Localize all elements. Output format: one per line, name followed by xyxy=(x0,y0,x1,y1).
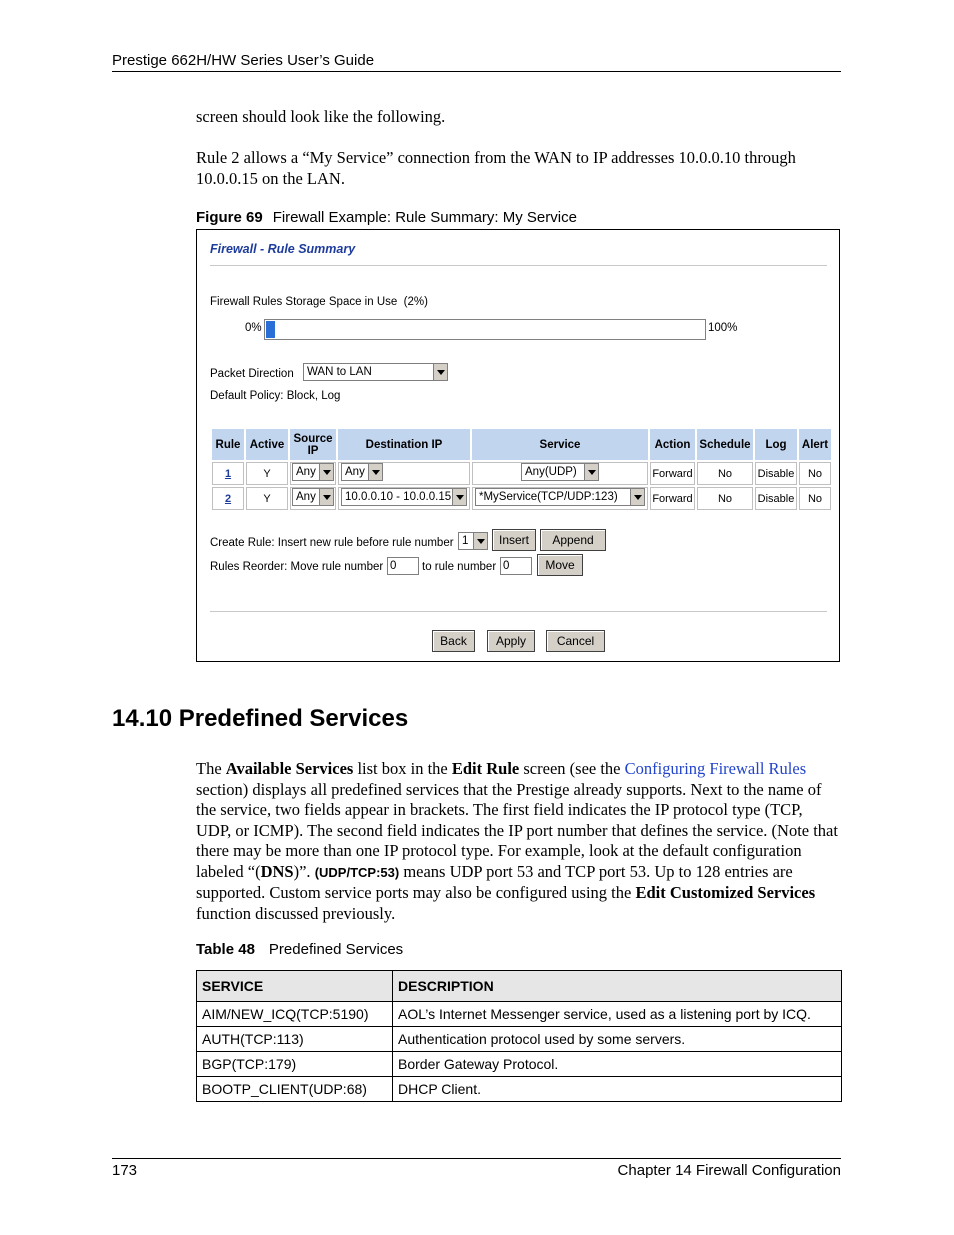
section-heading: 14.10 Predefined Services xyxy=(112,705,409,732)
default-policy: Default Policy: Block, Log xyxy=(210,390,341,402)
action-cell: Forward xyxy=(650,462,695,485)
table-row xyxy=(212,462,831,485)
schedule-cell: No xyxy=(697,487,753,510)
service-description: Authentication protocol used by some servers. xyxy=(393,1027,842,1052)
source-ip-select[interactable] xyxy=(292,463,334,481)
dest-ip-value: 10.0.0.10 - 10.0.0.15 xyxy=(345,491,452,503)
para-text: section) displays all predefined services that the Prestige already supports. Next to the name of the service, two fields appear in brackets. The first field indicates the IP protocol type (TCP, UDP, or ICMP). The second field indicates the IP port number that defines the service. (Note that there may be more than one IP protocol type. For example, look at the default configuration labeled “( xyxy=(196,779,838,881)
para-text: )”. xyxy=(293,861,315,881)
table-row xyxy=(212,487,831,510)
cancel-button[interactable]: Cancel xyxy=(546,630,605,652)
para-bold: Edit Customized Services xyxy=(635,883,816,902)
para-bold: Available Services xyxy=(225,759,354,778)
dest-cell xyxy=(338,462,470,485)
create-rule-label: Create Rule: Insert new rule before rule number xyxy=(210,537,454,549)
page-header: Prestige 662H/HW Series User’s Guide xyxy=(112,52,375,69)
chevron-down-icon[interactable] xyxy=(319,464,333,480)
service-value: Any(UDP) xyxy=(525,466,577,478)
source-cell xyxy=(290,487,336,510)
services-table-header xyxy=(197,971,842,1002)
header-rule xyxy=(112,71,841,72)
service-name: AIM/NEW_ICQ(TCP:5190) xyxy=(197,1002,393,1027)
table-row xyxy=(197,1052,842,1077)
source-cell xyxy=(290,462,336,485)
footer-rule xyxy=(112,1158,841,1159)
rule-link[interactable]: 2 xyxy=(224,492,232,505)
intro-line-2: Rule 2 allows a “My Service” connection from the WAN to IP addresses 10.0.0.10 through 10.0.0.15 on the LAN. xyxy=(196,148,796,188)
source-ip-value: Any xyxy=(296,491,316,503)
log-cell: Disable xyxy=(755,487,797,510)
col-schedule: Schedule xyxy=(697,429,753,460)
col-alert: Alert xyxy=(799,429,831,460)
intro-line-1: screen should look like the following. xyxy=(196,107,446,126)
figure-caption-text: Firewall Example: Rule Summary: My Service xyxy=(272,209,577,226)
rule-link[interactable]: 1 xyxy=(224,467,232,480)
firewall-screenshot xyxy=(196,229,840,662)
move-from-input[interactable]: 0 xyxy=(387,557,419,575)
service-value: *MyService(TCP/UDP:123) xyxy=(479,491,618,503)
para-bold-code: (UDP/TCP:53) xyxy=(314,864,400,880)
table-row xyxy=(197,1002,842,1027)
reorder-to-label: to rule number xyxy=(422,561,497,573)
chevron-down-icon[interactable] xyxy=(433,364,447,380)
packet-direction-value: WAN to LAN xyxy=(307,366,372,378)
rule-number-cell xyxy=(212,487,244,510)
configuring-firewall-rules-link[interactable]: Configuring Firewall Rules xyxy=(624,759,807,778)
apply-button[interactable]: Apply xyxy=(487,630,535,652)
chevron-down-icon[interactable] xyxy=(319,489,333,505)
chevron-down-icon[interactable] xyxy=(452,489,466,505)
service-cell xyxy=(472,487,648,510)
table-row xyxy=(197,1077,842,1102)
active-cell: Y xyxy=(246,487,288,510)
table-caption-text: Predefined Services xyxy=(268,941,404,958)
rule-summary-table xyxy=(210,427,833,512)
predefined-services-table xyxy=(196,970,842,1102)
dest-ip-value: Any xyxy=(345,466,365,478)
table-row xyxy=(197,1027,842,1052)
schedule-cell: No xyxy=(697,462,753,485)
service-description: AOL’s Internet Messenger service, used as a listening port by ICQ. xyxy=(393,1002,842,1027)
service-description: DHCP Client. xyxy=(393,1077,842,1102)
progress-min-label: 0% xyxy=(245,322,262,334)
col-service: Service xyxy=(472,429,648,460)
reorder-label: Rules Reorder: Move rule number xyxy=(210,561,384,573)
active-cell: Y xyxy=(246,462,288,485)
storage-progress-fill xyxy=(266,321,275,338)
log-cell: Disable xyxy=(755,462,797,485)
rule-table-header xyxy=(212,429,831,460)
para-text: list box in the xyxy=(353,759,452,778)
insert-rule-number-select[interactable] xyxy=(458,532,488,550)
insert-rule-number-value: 1 xyxy=(462,535,469,547)
chevron-down-icon[interactable] xyxy=(584,464,598,480)
action-cell: Forward xyxy=(650,487,695,510)
alert-cell: No xyxy=(799,487,831,510)
back-button[interactable]: Back xyxy=(432,630,475,652)
source-ip-value: Any xyxy=(296,466,316,478)
service-name: BGP(TCP:179) xyxy=(197,1052,393,1077)
packet-direction-select[interactable] xyxy=(303,363,448,381)
table-caption xyxy=(196,941,403,958)
chevron-down-icon[interactable] xyxy=(630,489,644,505)
col-description: DESCRIPTION xyxy=(393,971,842,1002)
col-destination-ip: Destination IP xyxy=(338,429,470,460)
alert-cell: No xyxy=(799,462,831,485)
figure-caption xyxy=(196,209,577,226)
para-text: function discussed previously. xyxy=(196,903,396,923)
progress-max-label: 100% xyxy=(708,322,738,334)
para-bold: DNS xyxy=(260,861,294,881)
col-source-ip-text: Source IP xyxy=(293,432,333,457)
packet-direction-label: Packet Direction xyxy=(210,368,294,380)
section-paragraph xyxy=(196,759,842,924)
rule-number-cell xyxy=(212,462,244,485)
storage-label xyxy=(210,296,428,308)
storage-percent: (2%) xyxy=(403,296,428,308)
figure-label: Figure 69 xyxy=(196,209,263,226)
service-name: AUTH(TCP:113) xyxy=(197,1027,393,1052)
para-bold: Edit Rule xyxy=(451,759,520,778)
para-text: screen (see the xyxy=(519,759,625,778)
table-label: Table 48 xyxy=(196,941,255,958)
append-button[interactable]: Append xyxy=(540,529,606,551)
dest-ip-select[interactable] xyxy=(341,463,383,481)
col-source-ip xyxy=(290,429,336,460)
source-ip-select[interactable] xyxy=(292,488,334,506)
col-log: Log xyxy=(755,429,797,460)
service-description: Border Gateway Protocol. xyxy=(393,1052,842,1077)
col-service: SERVICE xyxy=(197,971,393,1002)
col-action: Action xyxy=(650,429,695,460)
chevron-down-icon[interactable] xyxy=(368,464,382,480)
chevron-down-icon[interactable] xyxy=(473,533,487,549)
para-text: means UDP port 53 and TCP port 53. Up to 128 entries are supported. Custom service ports may also be configured using the xyxy=(196,861,793,902)
col-rule: Rule xyxy=(212,429,244,460)
service-cell xyxy=(472,462,648,485)
dest-ip-select[interactable] xyxy=(341,488,467,506)
buttons-divider xyxy=(210,611,827,612)
dest-cell xyxy=(338,487,470,510)
chapter-title: Chapter 14 Firewall Configuration xyxy=(617,1162,841,1179)
storage-label-text: Firewall Rules Storage Space in Use xyxy=(210,296,398,308)
col-active: Active xyxy=(246,429,288,460)
screen-title: Firewall - Rule Summary xyxy=(210,242,356,256)
para-text: The xyxy=(196,759,226,778)
title-divider xyxy=(210,265,827,266)
insert-button[interactable]: Insert xyxy=(492,529,536,551)
page-number: 173 xyxy=(112,1162,138,1179)
storage-progress-bar xyxy=(264,319,706,340)
move-button[interactable]: Move xyxy=(537,554,583,576)
service-name: BOOTP_CLIENT(UDP:68) xyxy=(197,1077,393,1102)
service-select[interactable] xyxy=(475,488,645,506)
service-select[interactable] xyxy=(521,463,599,481)
move-to-input[interactable]: 0 xyxy=(500,557,532,575)
